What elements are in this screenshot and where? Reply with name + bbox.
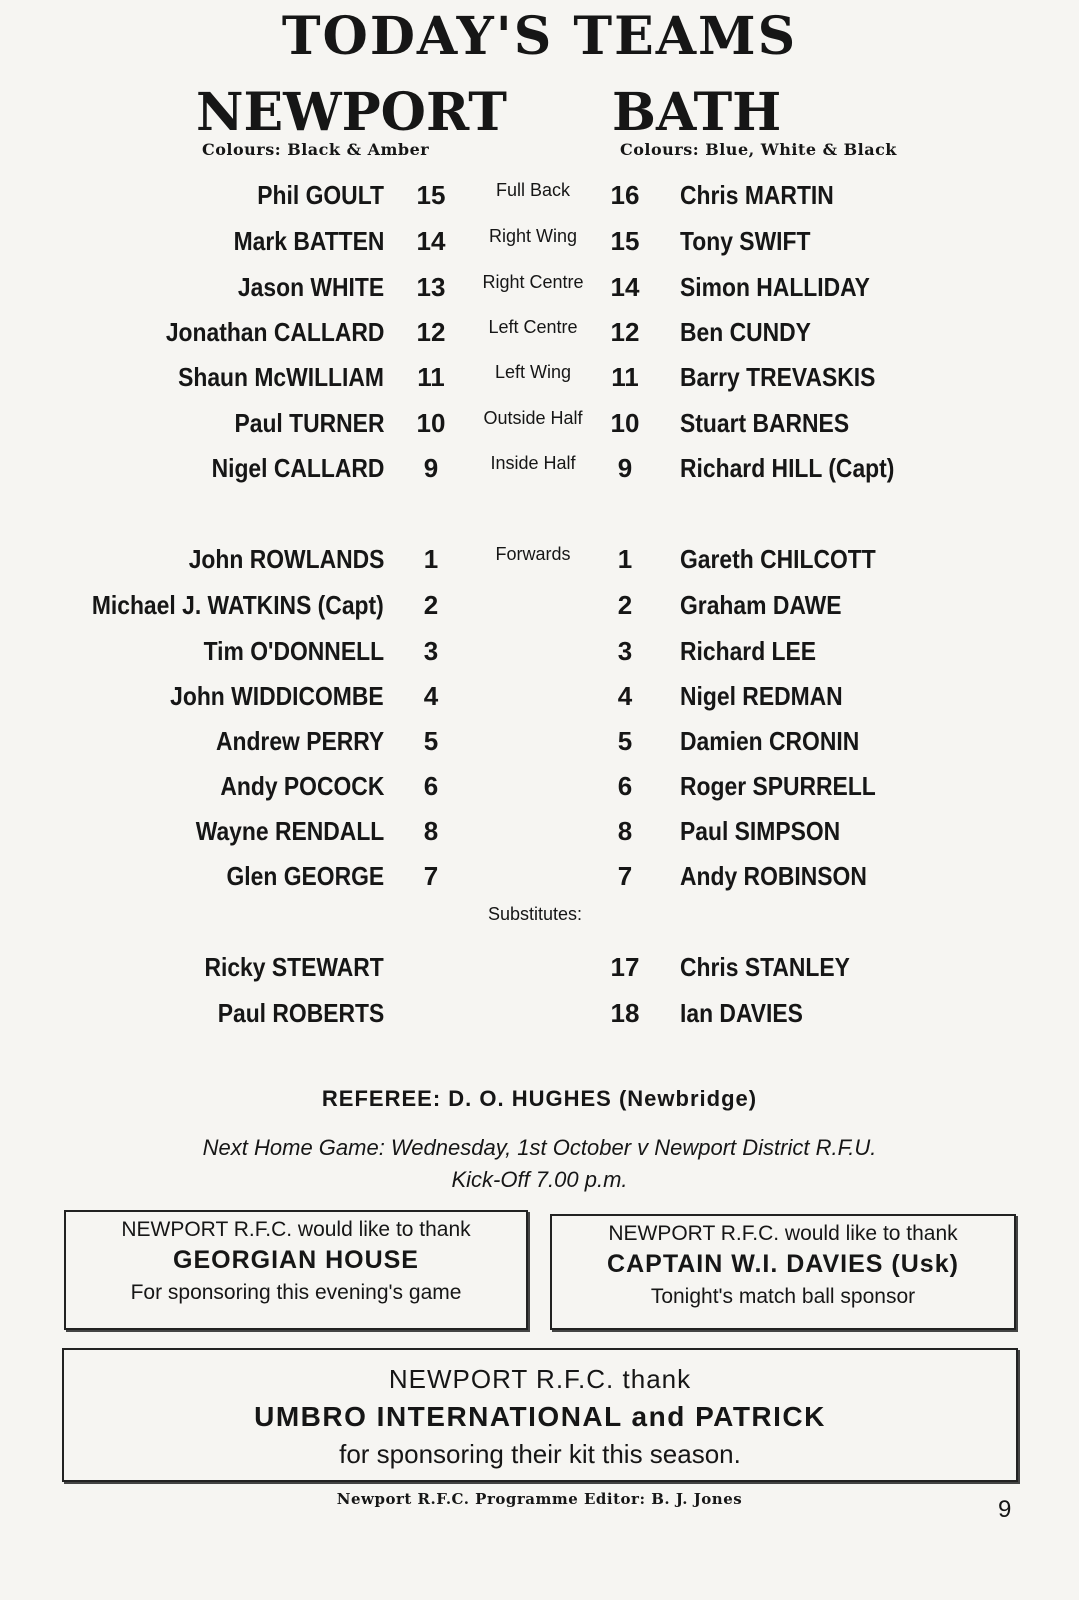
position-label: Left Centre: [488, 317, 578, 337]
home-player-number: 15: [416, 180, 446, 210]
away-player-number: 12: [610, 317, 640, 347]
home-player-name: Nigel CALLARD: [211, 453, 384, 483]
away-player-name: Barry TREVASKIS: [680, 362, 876, 392]
home-player-name: Michael J. WATKINS (Capt): [92, 590, 384, 620]
sponsor-description: For sponsoring this evening's game: [130, 1281, 462, 1304]
lineup-row: [0, 681, 1079, 725]
home-player-name: Shaun McWILLIAM: [178, 362, 384, 392]
away-player-number: 15: [610, 226, 640, 256]
home-player-name: John ROWLANDS: [188, 544, 384, 574]
away-player-name: Chris MARTIN: [680, 180, 834, 210]
away-substitute-number: 17: [610, 952, 640, 982]
away-player-name: Graham DAWE: [680, 590, 842, 620]
lineup-row: [0, 816, 1079, 860]
away-player-number: 6: [617, 771, 633, 801]
kit-sponsor-name: UMBRO INTERNATIONAL and PATRICK: [254, 1401, 826, 1432]
substitute-row: [0, 952, 1079, 996]
away-player-number: 11: [611, 362, 639, 392]
lineup-row: [0, 544, 1079, 588]
sponsor-box-georgian-house: [64, 1210, 528, 1330]
lineup-row: [0, 726, 1079, 770]
away-substitute-number: 18: [610, 998, 640, 1028]
home-team-name: NEWPORT: [196, 82, 507, 143]
home-player-name: Glen GEORGE: [226, 861, 384, 891]
away-player-name: Gareth CHILCOTT: [680, 544, 876, 574]
away-player-number: 5: [617, 726, 633, 756]
programme-editor-credit: Newport R.F.C. Programme Editor: B. J. Jones: [336, 1490, 743, 1508]
away-player-number: 16: [610, 180, 640, 210]
away-player-number: 9: [617, 453, 633, 483]
away-player-number: 7: [617, 861, 633, 891]
away-player-name: Paul SIMPSON: [680, 816, 841, 846]
home-player-number: 5: [423, 726, 439, 756]
home-player-name: Phil GOULT: [257, 180, 384, 210]
home-player-number: 7: [423, 861, 439, 891]
kick-off-line: Kick-Off 7.00 p.m.: [451, 1167, 628, 1192]
lineup-row: [0, 362, 1079, 406]
away-substitute-name: Chris STANLEY: [680, 952, 850, 982]
home-player-name: Mark BATTEN: [233, 226, 384, 256]
home-player-name: Tim O'DONNELL: [203, 636, 384, 666]
lineup-row: [0, 861, 1079, 905]
lineup-row: [0, 636, 1079, 680]
home-team-colours: Colours: Black & Amber: [202, 140, 430, 159]
sponsor-name: CAPTAIN W.I. DAVIES (Usk): [607, 1250, 959, 1278]
lineup-row: [0, 408, 1079, 452]
home-player-name: Andrew PERRY: [215, 726, 384, 756]
home-player-name: John WIDDICOMBE: [170, 681, 384, 711]
away-player-name: Andy ROBINSON: [680, 861, 867, 891]
home-player-name: Jonathan CALLARD: [165, 317, 384, 347]
position-label: Inside Half: [490, 453, 576, 473]
away-player-number: 10: [610, 408, 640, 438]
sponsor-intro: NEWPORT R.F.C. would like to thank: [608, 1222, 958, 1245]
position-label: Left Wing: [494, 362, 572, 382]
lineup-row: [0, 453, 1079, 497]
home-player-number: 2: [423, 590, 439, 620]
lineup-row: [0, 272, 1079, 316]
kit-sponsor-intro: NEWPORT R.F.C. thank: [388, 1364, 692, 1394]
away-player-name: Nigel REDMAN: [680, 681, 843, 711]
sponsor-box-match-ball: [550, 1214, 1016, 1330]
away-player-number: 2: [617, 590, 633, 620]
away-team-colours: Colours: Blue, White & Black: [620, 140, 897, 159]
away-player-number: 1: [617, 544, 633, 574]
away-player-name: Richard HILL (Capt): [680, 453, 895, 483]
lineup-row: [0, 771, 1079, 815]
away-player-name: Tony SWIFT: [680, 226, 811, 256]
position-label: Outside Half: [483, 408, 583, 428]
next-home-game: [0, 1132, 1079, 1196]
home-substitute-name: Paul ROBERTS: [217, 998, 384, 1028]
away-player-number: 14: [610, 272, 640, 302]
sponsor-name: GEORGIAN HOUSE: [173, 1246, 419, 1274]
substitute-row: [0, 998, 1079, 1042]
away-player-number: 4: [617, 681, 633, 711]
away-player-name: Simon HALLIDAY: [680, 272, 870, 302]
lineup-row: [0, 180, 1079, 224]
kit-sponsor-box: [62, 1348, 1018, 1482]
home-player-number: 10: [416, 408, 446, 438]
home-player-number: 14: [416, 226, 446, 256]
home-player-number: 1: [423, 544, 439, 574]
position-label: Right Centre: [482, 272, 584, 292]
position-label: Right Wing: [488, 226, 578, 246]
home-player-number: 3: [423, 636, 439, 666]
home-player-number: 11: [417, 362, 445, 392]
away-player-number: 8: [617, 816, 633, 846]
away-player-name: Richard LEE: [680, 636, 817, 666]
home-player-name: Paul TURNER: [233, 408, 384, 438]
away-player-name: Roger SPURRELL: [680, 771, 876, 801]
home-player-number: 12: [416, 317, 446, 347]
home-player-number: 4: [423, 681, 439, 711]
home-player-number: 6: [423, 771, 439, 801]
away-player-name: Stuart BARNES: [680, 408, 850, 438]
next-game-line: Next Home Game: Wednesday, 1st October v Newport District R.F.U.: [202, 1135, 877, 1160]
kit-sponsor-description: for sponsoring their kit this season.: [339, 1439, 741, 1469]
lineup-row: [0, 590, 1079, 634]
page-number: 9: [998, 1496, 1012, 1523]
substitutes-label: Substitutes:: [487, 904, 583, 924]
lineup-row: [0, 317, 1079, 361]
home-player-number: 9: [423, 453, 439, 483]
position-label: Forwards: [495, 544, 571, 564]
sponsor-intro: NEWPORT R.F.C. would like to thank: [121, 1218, 471, 1241]
home-player-number: 13: [416, 272, 446, 302]
page-title: TODAY'S TEAMS: [281, 6, 798, 67]
lineup-row: [0, 226, 1079, 270]
home-player-name: Wayne RENDALL: [195, 816, 384, 846]
home-player-name: Jason WHITE: [237, 272, 384, 302]
home-player-number: 8: [423, 816, 439, 846]
sponsor-description: Tonight's match ball sponsor: [650, 1285, 916, 1308]
away-player-number: 3: [617, 636, 633, 666]
away-team-name: BATH: [612, 82, 782, 143]
away-substitute-name: Ian DAVIES: [680, 998, 803, 1028]
home-substitute-name: Ricky STEWART: [204, 952, 384, 982]
referee: REFEREE: D. O. HUGHES (Newbridge): [321, 1086, 758, 1111]
away-player-name: Damien CRONIN: [680, 726, 860, 756]
home-player-name: Andy POCOCK: [220, 771, 384, 801]
away-player-name: Ben CUNDY: [680, 317, 811, 347]
position-label: Full Back: [495, 180, 571, 200]
